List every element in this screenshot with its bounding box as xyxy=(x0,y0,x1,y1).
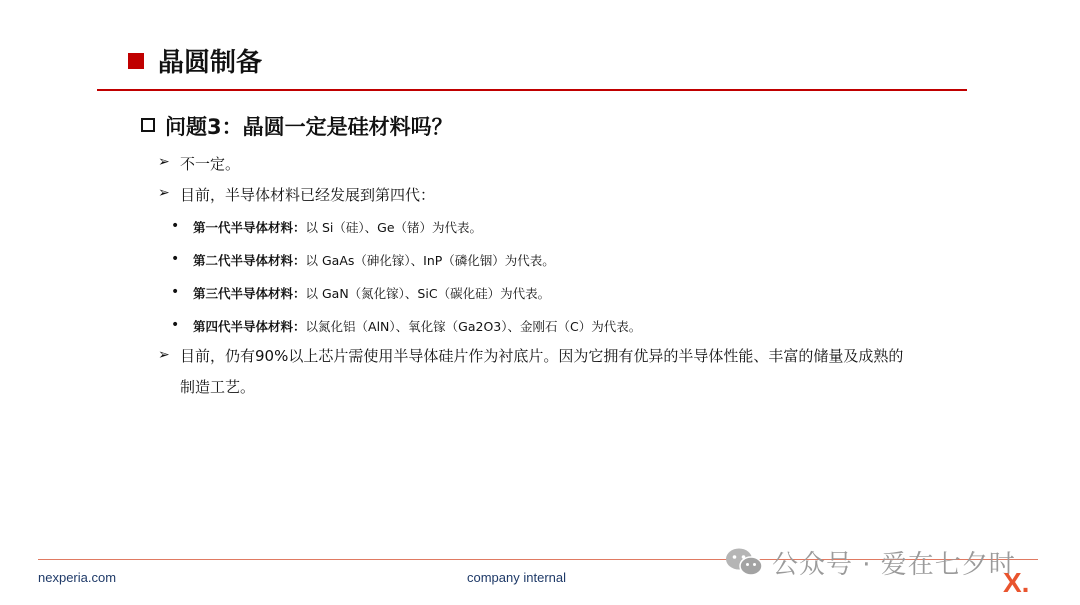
generation-label: 第四代半导体材料： xyxy=(193,319,306,334)
generation-item xyxy=(193,284,550,302)
generation-item xyxy=(193,317,641,335)
title-divider xyxy=(97,89,967,91)
arrow-bullet-icon: ➢ xyxy=(158,347,170,363)
generation-item xyxy=(193,251,555,269)
bullet-dot-icon: • xyxy=(171,317,180,333)
generation-label: 第一代半导体材料： xyxy=(193,220,306,235)
generation-label: 第二代半导体材料： xyxy=(193,253,306,268)
generation-text: 以氮化铝（AlN）、氧化镓（Ga2O3）、金刚石（C）为代表。 xyxy=(305,319,642,334)
slide-title: 晶圆制备 xyxy=(158,48,263,78)
wechat-icon xyxy=(724,546,764,578)
question-heading: 问题3：晶圆一定是硅材料吗？ xyxy=(165,115,453,139)
nexperia-logo: X. xyxy=(1003,567,1030,598)
bullet-dot-icon: • xyxy=(171,284,180,300)
generation-text: 以 Si（硅）、Ge（锗）为代表。 xyxy=(305,220,483,235)
arrow-bullet-icon: ➢ xyxy=(158,185,170,201)
footer-website: nexperia.com xyxy=(38,570,117,585)
arrow-bullet-icon: ➢ xyxy=(158,154,170,170)
point-3-line-2: 制造工艺。 xyxy=(180,378,256,396)
point-2: 目前，半导体材料已经发展到第四代： xyxy=(180,186,436,204)
generation-text: 以 GaAs（砷化镓）、InP（磷化铟）为代表。 xyxy=(305,253,555,268)
watermark-text: 公众号 · 爱在七夕时 xyxy=(772,549,1016,580)
point-3-line-1: 目前，仍有90%以上芯片需使用半导体硅片作为衬底片。因为它拥有优异的半导体性能、丰富的储量及成熟的 xyxy=(180,347,904,365)
generation-item xyxy=(193,218,482,236)
footer-classification: company internal xyxy=(467,570,566,585)
bullet-dot-icon: • xyxy=(171,218,180,234)
title-square-icon xyxy=(128,53,144,69)
watermark xyxy=(724,544,1016,580)
point-1: 不一定。 xyxy=(180,155,241,173)
generation-label: 第三代半导体材料： xyxy=(193,286,306,301)
generation-text: 以 GaN（氮化镓）、SiC（碳化硅）为代表。 xyxy=(305,286,551,301)
question-checkbox-icon xyxy=(141,118,155,132)
bullet-dot-icon: • xyxy=(171,251,180,267)
